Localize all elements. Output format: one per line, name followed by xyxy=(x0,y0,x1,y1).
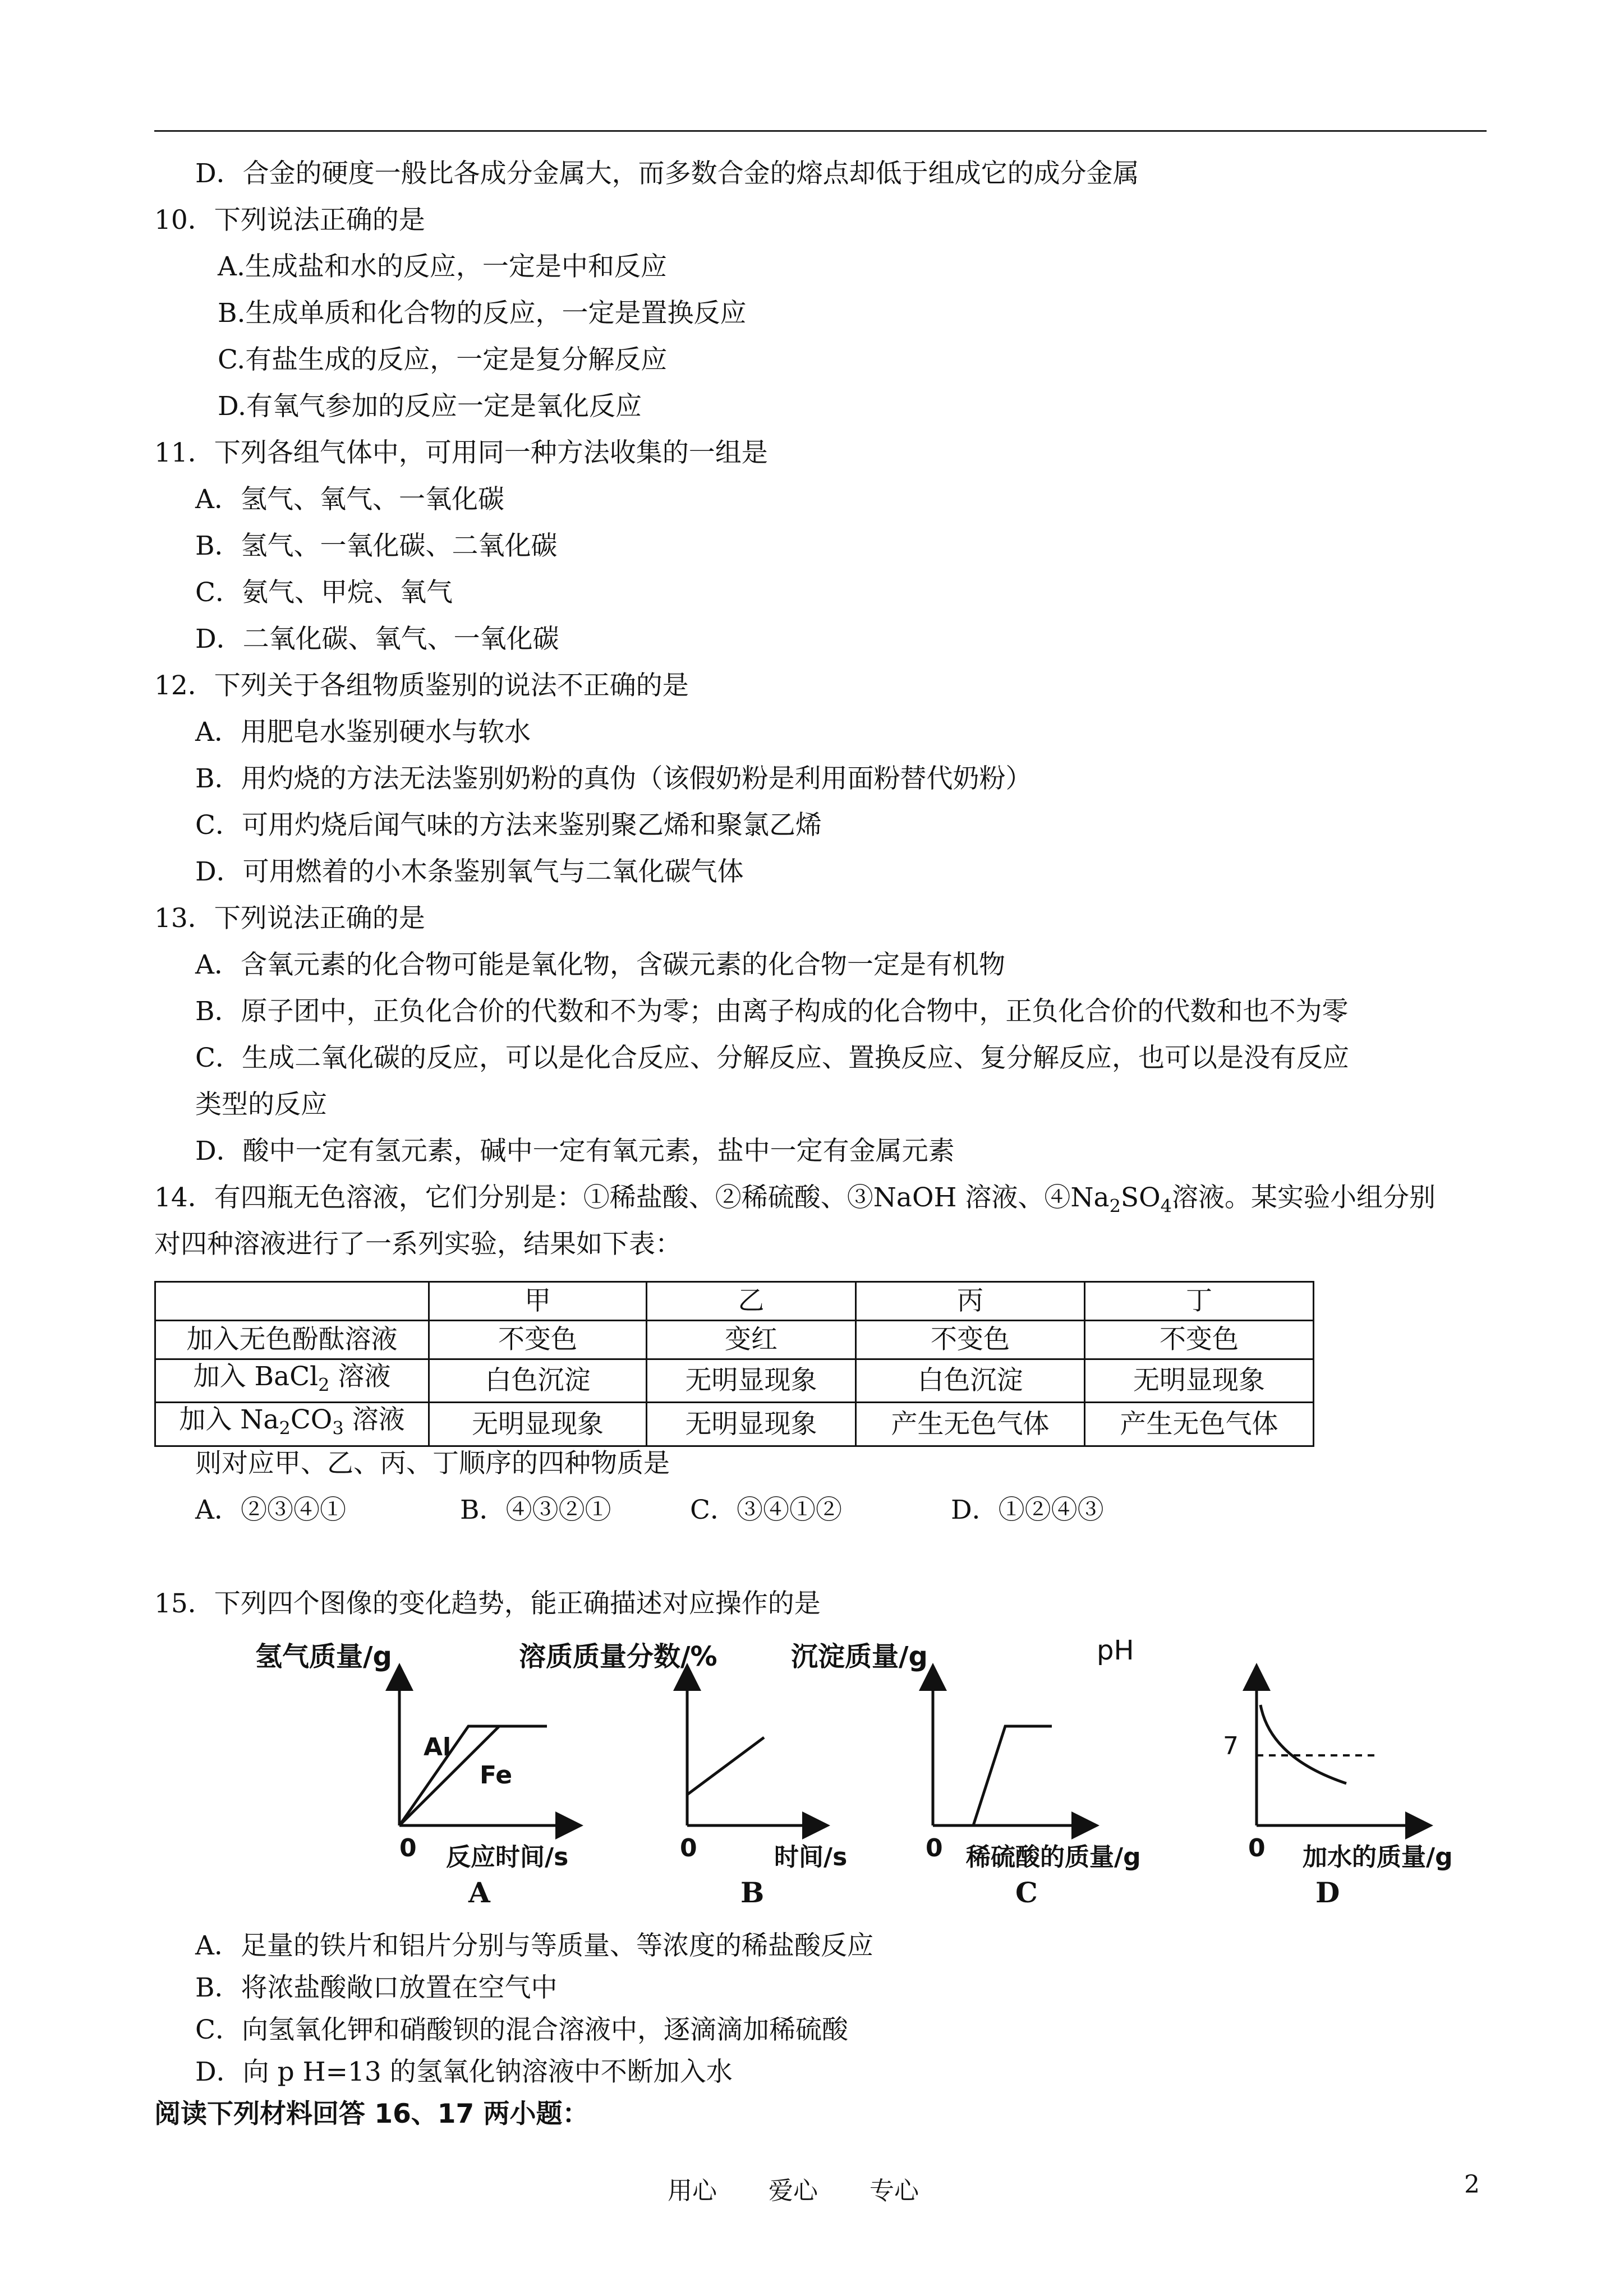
q10-option-b: B.生成单质和化合物的反应，一定是置换反应 xyxy=(218,298,747,329)
table-header-cell: 甲 xyxy=(429,1282,647,1321)
q12-option-a: A．用肥皂水鉴别硬水与软水 xyxy=(195,717,531,748)
table-cell: 变红 xyxy=(647,1321,856,1359)
table-cell: 白色沉淀 xyxy=(429,1359,647,1403)
table-cell: 产生无色气体 xyxy=(856,1403,1085,1446)
q9-option-d: D．合金的硬度一般比各成分金属大，而多数合金的熔点却低于组成它的成分金属 xyxy=(195,158,1139,189)
q12-option-b: B．用灼烧的方法无法鉴别奶粉的真伪（该假奶粉是利用面粉替代奶粉） xyxy=(195,763,1032,794)
q14-option-a: A．②③④① xyxy=(195,1495,346,1525)
graph-c-origin: 0 xyxy=(926,1834,943,1862)
table-cell: 白色沉淀 xyxy=(856,1359,1085,1403)
graph-c-letter: C xyxy=(1015,1876,1038,1909)
q13-option-c: C．生成二氧化碳的反应，可以是化合反应、分解反应、置换反应、复分解反应，也可以是没有反应 xyxy=(195,1043,1349,1073)
q14-stem: 14．有四瓶无色溶液，它们分别是：①稀盐酸、②稀硫酸、③NaOH 溶液、$④Na_2SO_4$溶液。某实验小组分别 xyxy=(154,1182,1436,1217)
q13-option-a: A．含氧元素的化合物可能是氧化物，含碳元素的化合物一定是有机物 xyxy=(195,949,1005,980)
graph-a-al-line xyxy=(399,1726,547,1825)
graph-b xyxy=(687,1677,816,1825)
q11-stem: 11．下列各组气体中，可用同一种方法收集的一组是 xyxy=(154,437,768,468)
q12-option-c: C．可用灼烧后闻气味的方法来鉴别聚乙烯和聚氯乙烯 xyxy=(195,810,822,841)
q13-option-c-cont: 类型的反应 xyxy=(195,1089,327,1120)
q12-stem: 12．下列关于各组物质鉴别的说法不正确的是 xyxy=(154,670,689,701)
q13-option-d: D．酸中一定有氢元素，碱中一定有氧元素，盐中一定有金属元素 xyxy=(195,1136,955,1167)
graph-a-series-al: Al xyxy=(424,1733,452,1762)
graph-d xyxy=(1257,1677,1419,1825)
table-cell: 无明显现象 xyxy=(429,1403,647,1446)
q14-option-c: C．③④①② xyxy=(690,1495,842,1525)
q15-option-b: B．将浓盐酸敞口放置在空气中 xyxy=(195,1972,558,2003)
graph-a-series-fe: Fe xyxy=(480,1761,513,1790)
graph-d-curve xyxy=(1260,1705,1346,1783)
q10-stem: 10．下列说法正确的是 xyxy=(154,205,425,236)
page-number: 2 xyxy=(1464,2170,1480,2199)
table-cell: 无明显现象 xyxy=(647,1359,856,1403)
table-header-cell: 丁 xyxy=(1085,1282,1314,1321)
graph-c-xlabel: 稀硫酸的质量/g xyxy=(966,1843,1141,1871)
table-cell: 无明显现象 xyxy=(1085,1359,1314,1403)
graph-c-line xyxy=(973,1726,1052,1825)
q15-option-c: C．向氢氧化钾和硝酸钡的混合溶液中，逐滴滴加稀硫酸 xyxy=(195,2014,848,2045)
footer-right: 专心 xyxy=(869,2177,919,2205)
table-cell: 不变色 xyxy=(429,1321,647,1359)
q10-option-d: D.有氧气参加的反应一定是氧化反应 xyxy=(218,391,642,422)
q10-option-c: C.有盐生成的反应，一定是复分解反应 xyxy=(218,344,668,375)
q14-option-d: D．①②④③ xyxy=(951,1495,1104,1525)
q11-option-c: C．氨气、甲烷、氧气 xyxy=(195,577,453,608)
graph-b-ylabel: 溶质质量分数/% xyxy=(519,1641,717,1672)
q14-option-b: B．④③②① xyxy=(460,1495,611,1525)
table-cell: 无明显现象 xyxy=(647,1403,856,1446)
q13-stem: 13．下列说法正确的是 xyxy=(154,903,425,934)
graph-d-letter: D xyxy=(1315,1876,1340,1909)
q13-option-b: B．原子团中，正负化合价的代数和不为零；由离子构成的化合物中，正负化合价的代数和也不为零 xyxy=(195,996,1349,1027)
graph-a-ylabel: 氢气质量/g xyxy=(255,1641,392,1672)
q15-stem: 15．下列四个图像的变化趋势，能正确描述对应操作的是 xyxy=(154,1588,821,1619)
q11-option-d: D．二氧化碳、氧气、一氧化碳 xyxy=(195,624,559,654)
graph-a-xlabel: 反应时间/s xyxy=(446,1843,569,1871)
graph-b-xlabel: 时间/s xyxy=(774,1843,848,1871)
table-header-cell: 乙 xyxy=(647,1282,856,1321)
graph-a-fe-line xyxy=(399,1726,499,1825)
graph-d-origin: 0 xyxy=(1248,1834,1266,1862)
table-cell: 加入 $Na_2CO_3$ 溶液 xyxy=(155,1403,429,1446)
q14-stem-line2: 对四种溶液进行了一系列实验，结果如下表： xyxy=(154,1229,682,1260)
q12-option-d: D．可用燃着的小木条鉴别氧气与二氧化碳气体 xyxy=(195,856,744,887)
graph-c xyxy=(933,1677,1085,1825)
graph-a xyxy=(399,1677,569,1825)
q11-option-a: A．氢气、氧气、一氧化碳 xyxy=(195,484,504,515)
table-header-cell: 丙 xyxy=(856,1282,1085,1321)
graph-d-ref-label: 7 xyxy=(1223,1732,1239,1760)
q10-option-a: A.生成盐和水的反应，一定是中和反应 xyxy=(218,251,667,282)
graph-a-letter: A xyxy=(468,1876,490,1909)
table-cell: 不变色 xyxy=(856,1321,1085,1359)
table-cell: 加入 BaCl$_2$ 溶液 xyxy=(155,1359,429,1403)
graph-d-xlabel: 加水的质量/g xyxy=(1303,1843,1453,1871)
q15-option-a: A．足量的铁片和铝片分别与等质量、等浓度的稀盐酸反应 xyxy=(195,1930,873,1961)
graph-b-origin: 0 xyxy=(680,1834,697,1862)
graph-a-origin: 0 xyxy=(399,1834,417,1862)
footer-left: 用心 xyxy=(668,2177,717,2205)
table-cell: 加入无色酚酞溶液 xyxy=(155,1321,429,1359)
graph-d-ylabel: pH xyxy=(1097,1635,1134,1666)
q14-followup: 则对应甲、乙、丙、丁顺序的四种物质是 xyxy=(195,1448,670,1479)
reading-instruction: 阅读下列材料回答 16、17 两小题： xyxy=(154,2099,589,2129)
q11-option-b: B．氢气、一氧化碳、二氧化碳 xyxy=(195,531,558,561)
footer-mid: 爱心 xyxy=(769,2177,818,2205)
graph-b-letter: B xyxy=(740,1876,765,1909)
q15-option-d: D．向 p H=13 的氢氧化钠溶液中不断加入水 xyxy=(195,2057,733,2087)
graph-b-line xyxy=(687,1737,764,1795)
table-cell: 不变色 xyxy=(1085,1321,1314,1359)
graph-c-ylabel: 沉淀质量/g xyxy=(791,1641,928,1672)
table-cell: 产生无色气体 xyxy=(1085,1403,1314,1446)
